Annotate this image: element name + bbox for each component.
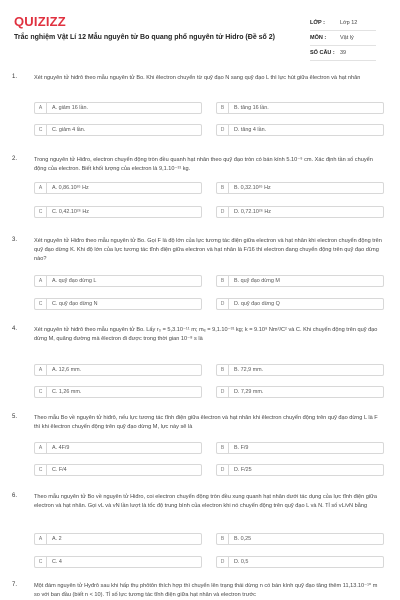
option-text: C. F/4 — [52, 467, 67, 473]
option-text: A. quỹ đạo dừng L — [52, 278, 97, 284]
option-letter: D — [217, 125, 229, 135]
option-letter: B — [217, 534, 229, 544]
option-letter: A — [35, 183, 47, 193]
option-text: B. 72,9 mm. — [234, 367, 264, 373]
option-text: B. 0,25 — [234, 536, 252, 542]
option-letter: A — [35, 276, 47, 286]
option-c[interactable] — [34, 298, 202, 310]
question-text: Xét nguyên tử hiđrô theo mẫu nguyên tử Bo. Lấy r₀ = 5,3.10⁻¹¹ m; mₑ = 9,1.10⁻³¹ kg; k = 9.10⁹ Nm²/C² và C. Khi chuyển động trên quỹ đạo dừng M, quãng đường mà êlectron đi được trong thời gian 10⁻⁸ s là — [34, 327, 378, 342]
option-b[interactable] — [216, 182, 384, 194]
option-text: D. tăng 4 lần. — [234, 127, 267, 133]
question-number: 2. — [12, 156, 18, 162]
meta-value: 39 — [340, 50, 347, 56]
option-letter: D — [217, 299, 229, 309]
option-letter: A — [35, 443, 47, 453]
option-letter: B — [217, 276, 229, 286]
option-text: D. 7,29 mm. — [234, 389, 264, 395]
question-number: 4. — [12, 326, 18, 332]
option-b[interactable] — [216, 275, 384, 287]
option-d[interactable] — [216, 206, 384, 218]
document-title: Trắc nghiệm Vật Lí 12 Mẫu nguyên tử Bo quang phổ nguyên tử Hidro (Đề số 2) — [14, 34, 275, 41]
question-number: 5. — [12, 414, 18, 420]
option-d[interactable] — [216, 386, 384, 398]
option-b[interactable] — [216, 102, 384, 114]
option-letter: B — [217, 365, 229, 375]
option-c[interactable] — [34, 464, 202, 476]
option-c[interactable] — [34, 386, 202, 398]
meta-label: MÔN : — [310, 35, 327, 41]
question-text: Xét nguyên tử Hiđro theo mẫu nguyên tử Bo. Gọi F là độ lớn của lực tương tác điện giữa electron và hạt nhân khi electron chuyển động trên quỹ đạo dừng K. Khi độ lớn của lực tương tác tĩnh điện giữa electron và hạt nhân là F/16 thì electron đang chuyển động trên quỹ đạo dừng nào? — [34, 238, 382, 262]
option-c[interactable] — [34, 206, 202, 218]
option-text: B. tăng 16 lần. — [234, 105, 269, 111]
option-text: D. quỹ đạo dừng Q — [234, 301, 280, 307]
option-letter: D — [217, 557, 229, 567]
option-b[interactable] — [216, 533, 384, 545]
option-b[interactable] — [216, 364, 384, 376]
option-c[interactable] — [34, 124, 202, 136]
question-number: 3. — [12, 237, 18, 243]
option-a[interactable] — [34, 364, 202, 376]
question-text: Theo mẫu Bo về nguyên tử hiđrô, nếu lực tương tác tĩnh điện giữa êlectron và hạt nhân khi êlectron chuyển động trên quỹ đạo dừng L là F thì khi êlectron chuyển động trên quỹ đạo dừng M, lực này sẽ là — [34, 415, 378, 430]
question-text: Xét nguyên tử hiđrô theo mẫu nguyên tử Bo. Khi êlectron chuyển từ quỹ đạo N sang quỹ đạo L thì lực hút giữa êlectron và hạt nhân — [34, 75, 361, 81]
meta-label: SỐ CÂU : — [310, 50, 335, 56]
option-text: C. 4 — [52, 559, 62, 565]
meta-value: Lớp 12 — [340, 20, 358, 26]
option-text: A. 12,6 mm. — [52, 367, 82, 373]
option-d[interactable] — [216, 464, 384, 476]
option-text: B. quỹ đạo dừng M — [234, 278, 280, 284]
question-text: Theo mẫu nguyên tử Bo về nguyên tử Hiđro, coi electron chuyển động tròn đều xung quanh hạt nhân dưới tác dụng của lực tĩnh điện giữa electron và hạt nhân. Gọi vL và vN lần lượt là tốc độ trung bình của electron khi nó chuyển động trên quỹ đạo L và N. Tỉ số vL/vN bằng — [34, 494, 378, 509]
question-text: Một đám nguyên tử Hyđrô sau khi hấp thụ phôtôn thích hợp thì chuyển lên trạng thái dừng n có bán kính quỹ đạo tăng thêm 11,13.10⁻¹⁰ m so với ban đầu (biết n < 10). Tỉ số lực tương tác tĩnh điện giữa hạt nhân và electron trước — [34, 583, 378, 598]
option-letter: B — [217, 183, 229, 193]
meta-row-class — [310, 16, 376, 31]
option-a[interactable] — [34, 275, 202, 287]
option-letter: B — [217, 443, 229, 453]
option-text: A. 4F/9 — [52, 445, 70, 451]
option-letter: C — [35, 207, 47, 217]
option-letter: D — [217, 387, 229, 397]
option-letter: C — [35, 299, 47, 309]
quizizz-logo: QUIZIZZ — [14, 14, 66, 29]
option-text: D. 0,5 — [234, 559, 249, 565]
option-letter: C — [35, 465, 47, 475]
option-text: D. 0,72.10²⁶ Hz — [234, 209, 271, 215]
meta-label: LỚP : — [310, 20, 325, 26]
option-letter: A — [35, 365, 47, 375]
option-letter: B — [217, 103, 229, 113]
question-number: 6. — [12, 493, 18, 499]
option-text: B. 0,32.10²⁶ Hz — [234, 185, 271, 191]
question-number: 7. — [12, 582, 18, 588]
option-text: C. 1,26 mm. — [52, 389, 82, 395]
header — [12, 12, 388, 62]
option-text: C. 0,42.10²⁶ Hz — [52, 209, 89, 215]
option-d[interactable] — [216, 124, 384, 136]
option-a[interactable] — [34, 533, 202, 545]
meta-value: Vật lý — [340, 35, 354, 41]
option-letter: C — [35, 557, 47, 567]
question-number: 1. — [12, 74, 18, 80]
option-text: B. F/9 — [234, 445, 249, 451]
option-text: A. giảm 16 lần. — [52, 105, 88, 111]
option-a[interactable] — [34, 102, 202, 114]
option-letter: A — [35, 103, 47, 113]
option-text: C. quỹ đạo dừng N — [52, 301, 98, 307]
meta-row-count — [310, 46, 376, 61]
option-text: A. 2 — [52, 536, 62, 542]
option-a[interactable] — [34, 182, 202, 194]
option-letter: D — [217, 465, 229, 475]
meta-row-subject — [310, 31, 376, 46]
option-d[interactable] — [216, 556, 384, 568]
option-text: C. giảm 4 lần. — [52, 127, 86, 133]
option-letter: C — [35, 387, 47, 397]
meta-table — [310, 16, 376, 61]
option-letter: C — [35, 125, 47, 135]
option-text: A. 0,86.10²⁶ Hz — [52, 185, 89, 191]
option-letter: A — [35, 534, 47, 544]
option-b[interactable] — [216, 442, 384, 454]
option-letter: D — [217, 207, 229, 217]
option-c[interactable] — [34, 556, 202, 568]
option-d[interactable] — [216, 298, 384, 310]
question-text: Trong nguyên tử Hiđro, electron chuyển động tròn đều quanh hạt nhân theo quỹ đạo tròn có bán kính 5.10⁻⁹ cm. Xác định tần số chuyển động của electron. Biết khối lượng của electron là 9,1.10⁻³¹ kg. — [34, 157, 373, 172]
option-text: D. F/25 — [234, 467, 252, 473]
option-a[interactable] — [34, 442, 202, 454]
